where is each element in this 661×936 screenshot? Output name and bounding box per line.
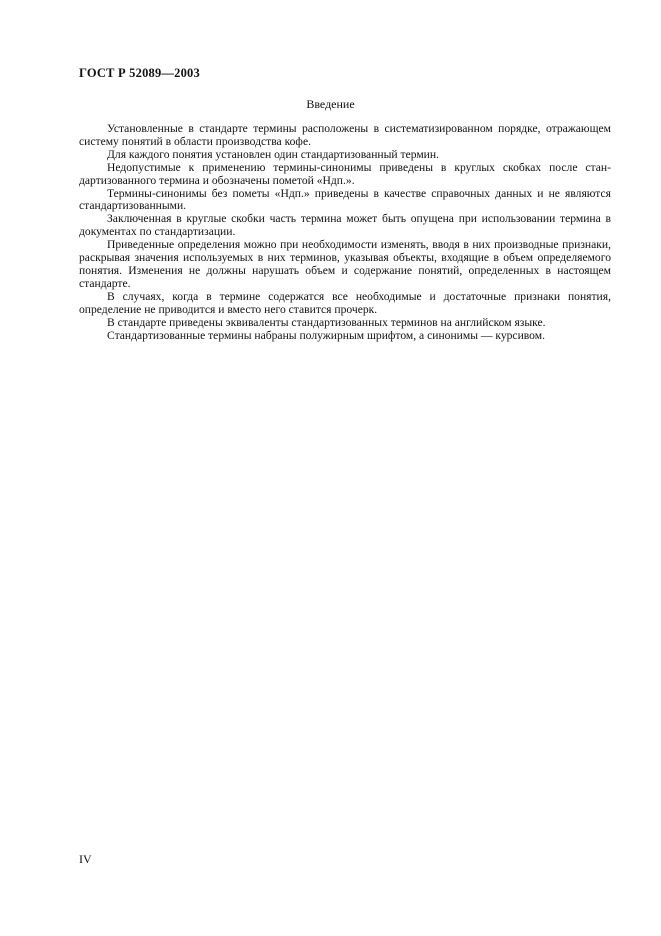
paragraph: В стандарте приведены эквиваленты стандартизованных терминов на английском языке. bbox=[107, 315, 546, 329]
paragraph: Приведенные определения можно при необходимости изменять, вводя в них производные признаки, раскрывая значения используемых в них терминов, указывая объекты, входящие в объем определяемого понятия. Изменения не должны нарушать объем и содержание понятий, определенных в настоящем стандарте. bbox=[79, 238, 611, 290]
paragraph: В случаях, когда в термине содержатся все необходимые и достаточные признаки понятия, определение не приводится и вместо него ставится прочерк. bbox=[79, 289, 611, 316]
body-text bbox=[79, 123, 611, 342]
section-title: Введение bbox=[306, 97, 355, 111]
page-number: IV bbox=[79, 852, 92, 866]
paragraph: Для каждого понятия установлен один стандартизованный термин. bbox=[107, 147, 439, 161]
paragraph: Установленные в стандарте термины расположены в систематизированном порядке, отражающем систему понятий в области производства кофе. bbox=[79, 122, 611, 148]
paragraph: Заключенная в круглые скобки часть термина может быть опущена при использовании термина в документах по стандартизации. bbox=[79, 212, 611, 239]
paragraph: Стандартизованные термины набраны полужирным шрифтом, а синонимы — курсивом. bbox=[107, 328, 545, 342]
document-header: ГОСТ Р 52089—2003 bbox=[79, 66, 200, 80]
paragraph: Термины-синонимы без пометы «Ндп.» приведены в качестве справочных данных и не являются стандартизованными. bbox=[79, 186, 611, 213]
paragraph: Недопустимые к применению термины-синонимы приведены в круглых скобках после стандартизованного термина и обозначены пометой «Ндп.». bbox=[79, 160, 611, 187]
